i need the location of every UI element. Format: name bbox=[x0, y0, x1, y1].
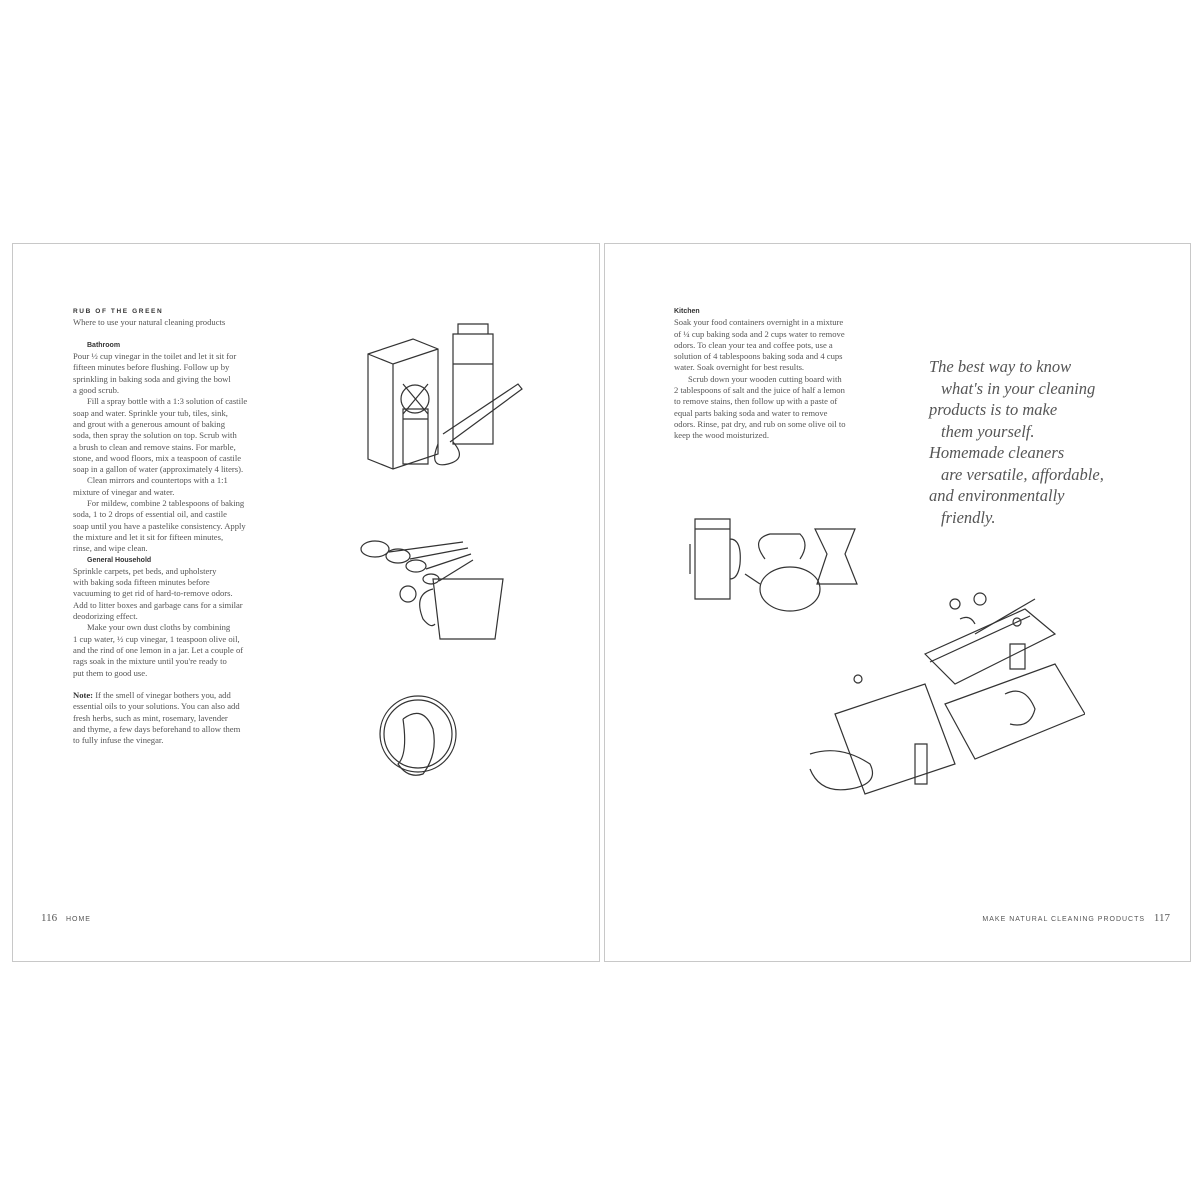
text-line: stone, and wood floors, mix a teaspoon of castile bbox=[73, 452, 242, 463]
note bbox=[73, 690, 247, 701]
left-running-head: HOME bbox=[65, 916, 91, 923]
text-line: fresh herbs, such as mint, rosemary, lavender bbox=[73, 712, 228, 723]
cutting-boards-illustration bbox=[795, 574, 1085, 814]
text-line: mixture of vinegar and water. bbox=[73, 486, 175, 497]
dust-cloth-jar-illustration bbox=[373, 684, 473, 784]
text-line: Add to litter boxes and garbage cans for a similar bbox=[73, 599, 243, 610]
text-line: water. Soak overnight for best results. bbox=[674, 362, 805, 373]
text-line: odors. Rinse, pat dry, and rub on some olive oil to bbox=[674, 418, 846, 429]
text-line: solution of 4 tablespoons baking soda and 4 cups bbox=[674, 351, 843, 362]
left-text-column bbox=[73, 306, 247, 747]
text-line: soap and water. Sprinkle your tub, tiles, sink, bbox=[73, 407, 228, 418]
pull-quote bbox=[929, 356, 1104, 528]
quote-line: what's in your cleaning bbox=[941, 378, 1096, 398]
section-intro: Where to use your natural cleaning products bbox=[73, 317, 226, 328]
right-page-number: 117 bbox=[1153, 912, 1170, 924]
text-line: rinse, and wipe clean. bbox=[73, 543, 148, 554]
text-line: Pour ½ cup vinegar in the toilet and let it sit for bbox=[73, 351, 237, 362]
cleaning-supplies-illustration bbox=[358, 304, 538, 494]
measuring-cups-illustration bbox=[353, 534, 533, 644]
right-footer bbox=[982, 912, 1170, 924]
text-line: Sprinkle carpets, pet beds, and upholstery bbox=[73, 565, 217, 576]
section-heading: RUB OF THE GREEN bbox=[73, 308, 164, 315]
text-line: If the smell of vinegar bothers you, add bbox=[93, 690, 231, 701]
text-line: of ¼ cup baking soda and 2 cups water to remove bbox=[674, 328, 845, 339]
quote-line: them yourself. bbox=[941, 421, 1035, 441]
text-line: with baking soda fifteen minutes before bbox=[73, 577, 210, 588]
quote-line: friendly. bbox=[941, 507, 996, 527]
text-line: 1 cup water, ½ cup vinegar, 1 teaspoon olive oil, bbox=[73, 633, 240, 644]
text-line: and grout with a generous amount of baking bbox=[73, 418, 226, 429]
quote-line: and environmentally bbox=[929, 486, 1065, 505]
text-line: and the rind of one lemon in a jar. Let a couple of bbox=[73, 644, 244, 655]
text-line: to remove stains, then follow up with a paste of bbox=[674, 396, 838, 407]
subheading-bathroom: Bathroom bbox=[87, 341, 121, 349]
text-line: Make your own dust cloths by combining bbox=[87, 622, 231, 633]
text-line: sprinkling in baking soda and giving the bowl bbox=[73, 373, 231, 384]
text-line: put them to good use. bbox=[73, 667, 148, 678]
text-line: Soak your food containers overnight in a mixture bbox=[674, 317, 844, 328]
quote-line: The best way to know bbox=[929, 357, 1072, 376]
subheading-kitchen: Kitchen bbox=[674, 308, 700, 315]
text-line: and thyme, a few days beforehand to allow them bbox=[73, 723, 241, 734]
text-line: essential oils to your solutions. You can also add bbox=[73, 701, 240, 712]
text-line: soda, 1 to 2 drops of essential oil, and castile bbox=[73, 509, 227, 520]
right-page bbox=[604, 243, 1191, 962]
note-label: Note: bbox=[73, 690, 94, 701]
text-line: odors. To clean your tea and coffee pots, use a bbox=[674, 339, 833, 350]
text-line: deodorizing effect. bbox=[73, 611, 138, 622]
right-running-head: MAKE NATURAL CLEANING PRODUCTS bbox=[982, 916, 1146, 923]
left-footer bbox=[41, 912, 91, 924]
text-line: a good scrub. bbox=[73, 385, 120, 396]
text-line: the mixture and let it sit for fifteen minutes, bbox=[73, 531, 224, 542]
text-line: Fill a spray bottle with a 1:3 solution of castile bbox=[87, 396, 248, 407]
text-line: a brush to clean and remove stains. For marble, bbox=[73, 441, 236, 452]
text-line: vacuuming to get rid of hard-to-remove odors. bbox=[73, 588, 233, 599]
text-line: keep the wood moisturized. bbox=[674, 430, 769, 441]
text-line: equal parts baking soda and water to remove bbox=[674, 407, 828, 418]
text-line: 2 tablespoons of salt and the juice of half a lemon bbox=[674, 385, 845, 396]
text-line: to fully infuse the vinegar. bbox=[73, 735, 164, 746]
text-line: For mildew, combine 2 tablespoons of baking bbox=[87, 498, 245, 509]
quote-line: Homemade cleaners bbox=[929, 443, 1065, 462]
left-page-number: 116 bbox=[41, 912, 58, 924]
text-line: soap in a gallon of water (approximately 4 liters). bbox=[73, 464, 244, 475]
text-line: soda, then spray the solution on top. Scrub with bbox=[73, 430, 237, 441]
text-line: Scrub down your wooden cutting board with bbox=[688, 373, 842, 384]
quote-line: are versatile, affordable, bbox=[941, 464, 1104, 484]
quote-line: products is to make bbox=[929, 400, 1058, 419]
left-page bbox=[12, 243, 600, 962]
text-line: Clean mirrors and countertops with a 1:1 bbox=[87, 475, 228, 486]
text-line: soap until you have a pastelike consistency. Apply bbox=[73, 520, 246, 531]
subheading-general-household: General Household bbox=[87, 556, 152, 564]
right-text-column bbox=[674, 306, 846, 442]
text-line: rags soak in the mixture until you're ready to bbox=[73, 656, 227, 667]
text-line: fifteen minutes before flushing. Follow up by bbox=[73, 362, 230, 373]
